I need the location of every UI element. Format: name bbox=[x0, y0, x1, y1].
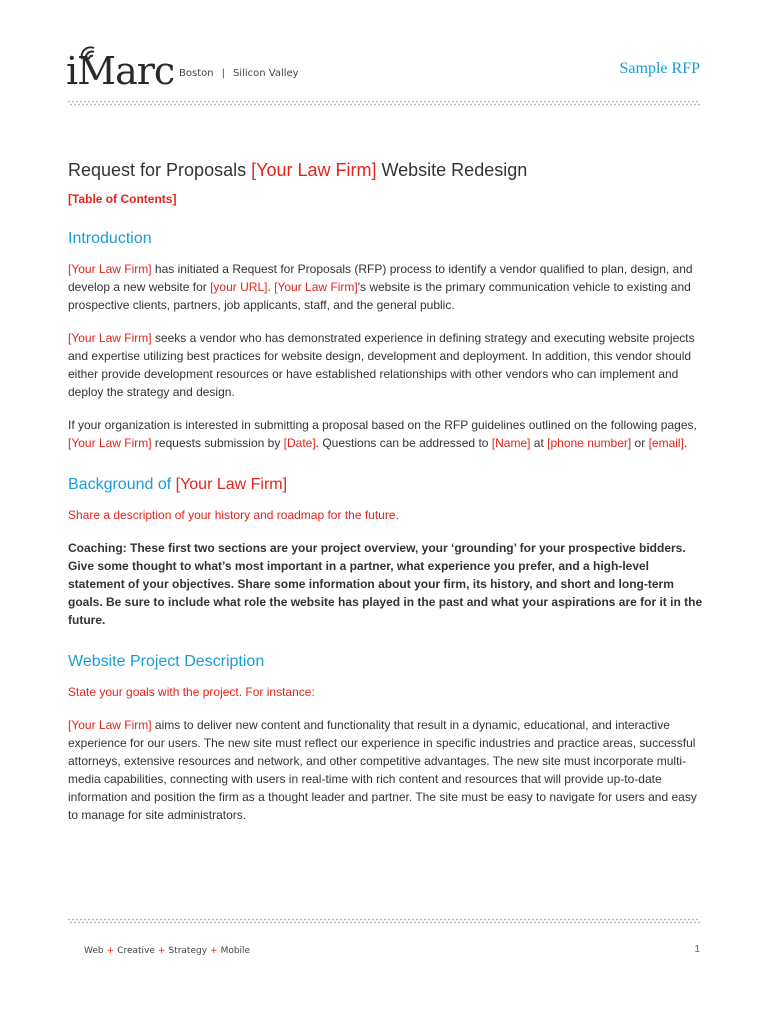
paragraph-text: requests submission by bbox=[151, 436, 284, 450]
paragraph-text: 's website is the primary communication vehicle to existing and prospective clients, partners, job applicants, staff, and the general public. bbox=[68, 280, 691, 312]
placeholder-phone: [phone number] bbox=[547, 436, 632, 450]
paragraph-text: If your organization is interested in submitting a proposal based on the RFP guidelines outlined on the following pages, bbox=[68, 418, 697, 432]
page-number: 1 bbox=[694, 944, 700, 955]
placeholder-url: [your URL] bbox=[210, 280, 268, 294]
title-placeholder: [Your Law Firm] bbox=[251, 160, 377, 180]
office-locations bbox=[179, 68, 299, 79]
placeholder-law-firm: [Your Law Firm] bbox=[68, 331, 152, 345]
paragraph-text: seeks a vendor who has demonstrated experience in defining strategy and executing website projects and expertise utilizing best practices for website design, development and deployment. In addition, this vendor should either provide development resources or have established relationships with other vendors who can implement and deploy the strategy and design. bbox=[68, 331, 695, 399]
plus-icon: + bbox=[106, 946, 115, 956]
placeholder-law-firm: [Your Law Firm] bbox=[175, 476, 288, 493]
footer-item-strategy: Strategy bbox=[168, 946, 208, 956]
project-heading: Website Project Description bbox=[68, 653, 265, 670]
paragraph-text: at bbox=[530, 436, 548, 450]
placeholder-law-firm: [Your Law Firm] bbox=[68, 718, 152, 732]
location-separator: | bbox=[221, 68, 225, 79]
footer-item-web: Web bbox=[84, 946, 104, 956]
intro-paragraph-2 bbox=[68, 329, 708, 401]
location-silicon-valley: Silicon Valley bbox=[232, 68, 299, 79]
footer-item-mobile: Mobile bbox=[220, 946, 251, 956]
paragraph-text: has initiated a Request for Proposals (RFP) process to identify a vendor qualified to plan, design, and develop a new website for bbox=[68, 262, 693, 294]
location-boston: Boston bbox=[179, 68, 214, 79]
paragraph-text: aims to deliver new content and functionality that result in a dynamic, educational, and interactive experience for our users. The new site must reflect our experience in specific industries and practice areas, successful attorneys, extensive resources and network, and other competitive advantages. The new site must incorporate multi-media capabilities, connecting with users in real-time with rich content and resources that will provide up-to-date information and position the firm as a thought leader and partner. The site must be easy to navigate for users and easy to manage for site administrators. bbox=[68, 718, 697, 822]
project-instruction: State your goals with the project. For instance: bbox=[68, 685, 315, 699]
title-text-end: Website Redesign bbox=[376, 160, 528, 180]
plus-icon: + bbox=[157, 946, 166, 956]
paragraph-text: . bbox=[683, 436, 688, 450]
placeholder-date: [Date] bbox=[283, 436, 316, 450]
placeholder-email: [email] bbox=[648, 436, 684, 450]
footer-services bbox=[84, 946, 250, 956]
coaching-note: Coaching: These first two sections are your project overview, your ‘grounding’ for your prospective bidders. Give some thought to what’s most important in a partner, what experience you prefer, and a high-level statement of your objectives. Share some information about your firm, its history, and short and long-term goals. Be sure to include what role the website has played in the past and what your aspirations are for it in the future. bbox=[68, 541, 703, 627]
title-text: Request for Proposals bbox=[68, 160, 252, 180]
paragraph-text: . Questions can be addressed to bbox=[315, 436, 492, 450]
introduction-heading: Introduction bbox=[68, 230, 152, 247]
header-dotted-divider bbox=[68, 100, 700, 106]
footer-dotted-divider bbox=[68, 918, 700, 924]
placeholder-name: [Name] bbox=[491, 436, 531, 450]
page-header bbox=[0, 0, 768, 110]
placeholder-law-firm: [Your Law Firm] bbox=[274, 280, 358, 294]
placeholder-law-firm: [Your Law Firm] bbox=[68, 262, 152, 276]
placeholder-law-firm: [Your Law Firm] bbox=[68, 436, 152, 450]
document-label: Sample RFP bbox=[619, 60, 700, 77]
intro-paragraph-3 bbox=[68, 416, 708, 452]
document-body bbox=[68, 150, 708, 839]
paragraph-text: or bbox=[631, 436, 649, 450]
plus-icon: + bbox=[210, 946, 218, 956]
background-heading bbox=[68, 474, 708, 496]
footer-item-creative: Creative bbox=[117, 946, 155, 956]
paragraph-text: . bbox=[267, 280, 275, 294]
page-title bbox=[68, 158, 708, 182]
background-instruction: Share a description of your history and roadmap for the future. bbox=[68, 508, 399, 522]
imarc-logo bbox=[66, 44, 175, 94]
heading-text: Background of bbox=[68, 476, 176, 493]
project-paragraph bbox=[68, 716, 708, 824]
intro-paragraph-1 bbox=[68, 260, 708, 314]
logo-wordmark: iMarc bbox=[66, 49, 175, 93]
table-of-contents-placeholder: [Table of Contents] bbox=[68, 192, 177, 206]
